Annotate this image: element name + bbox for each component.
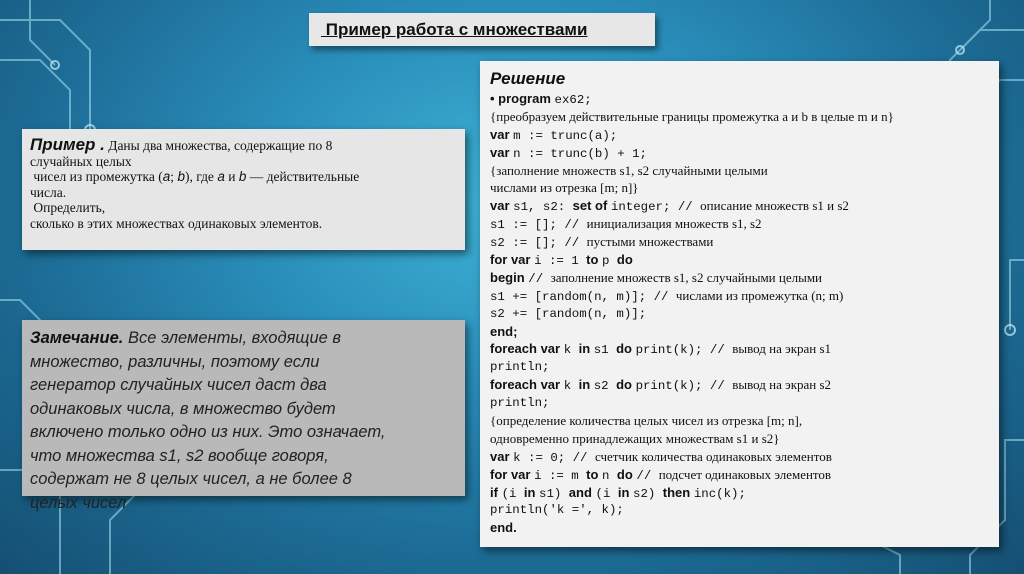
variable-b: b xyxy=(238,169,247,184)
code-text: integer; // xyxy=(610,200,701,215)
slide-title: Пример работа с множествами xyxy=(321,20,588,39)
code-keyword: end; xyxy=(490,323,518,339)
code-comment: пустыми множествами xyxy=(586,234,714,250)
code-line xyxy=(490,340,989,358)
example-heading: Пример . xyxy=(30,135,105,154)
code-line xyxy=(490,90,989,108)
example-textbox xyxy=(22,129,465,250)
note-line: что множества s1, s2 вообще говоря, xyxy=(30,446,329,465)
code-text: println; xyxy=(490,396,550,411)
code-keyword: in xyxy=(578,377,594,393)
code-comment: одновременно принадлежащих множествам s1 и s2} xyxy=(490,430,780,446)
code-text: k xyxy=(563,379,579,394)
code-comment: {преобразуем действительные границы промежутка a и b в целые m и n} xyxy=(490,108,894,124)
code-keyword: do xyxy=(616,341,636,357)
code-keyword: if xyxy=(490,484,502,500)
example-text: ), где xyxy=(184,169,218,184)
note-textbox xyxy=(22,320,465,512)
code-keyword: set of xyxy=(572,198,611,214)
code-text: s2 xyxy=(593,379,617,394)
code-keyword: begin xyxy=(490,269,529,285)
code-keyword: var xyxy=(490,144,514,160)
example-text: — действительные xyxy=(246,169,360,184)
code-text: k xyxy=(563,343,579,358)
code-line xyxy=(490,287,989,305)
code-text: (i xyxy=(595,486,618,501)
code-line xyxy=(490,376,989,394)
code-line xyxy=(490,108,989,126)
code-line xyxy=(490,519,989,537)
code-comment: числами из отрезка [m; n]} xyxy=(490,180,639,196)
code-text: n xyxy=(602,468,617,483)
code-keyword: do xyxy=(616,252,633,268)
code-line xyxy=(490,179,989,197)
note-line: множество, различны, поэтому если xyxy=(30,352,320,371)
code-text: s2 := []; // xyxy=(490,236,587,251)
code-keyword: in xyxy=(617,484,634,500)
code-line xyxy=(490,394,989,412)
code-text: i := m xyxy=(534,468,587,483)
code-comment: вывод на экран s1 xyxy=(732,341,832,357)
code-line xyxy=(490,412,989,430)
code-comment: подсчет одинаковых элементов xyxy=(658,466,832,482)
note-line: генератор случайных чисел даст два xyxy=(30,376,327,394)
code-comment: {определение количества целых чисел из отрезка [m; n], xyxy=(490,413,803,429)
code-keyword: foreach var xyxy=(490,377,564,393)
code-keyword: • program xyxy=(490,91,555,106)
example-line-3 xyxy=(30,169,457,185)
slide-title-box xyxy=(309,13,655,46)
example-line-2: случайных целых xyxy=(30,153,132,169)
code-listing xyxy=(490,90,989,537)
code-line xyxy=(490,501,989,519)
note-line xyxy=(30,327,457,351)
code-text: // xyxy=(636,468,659,483)
code-text: s1) xyxy=(539,486,569,501)
code-text: s1 xyxy=(593,343,617,358)
code-line xyxy=(490,323,989,341)
code-line xyxy=(490,448,989,466)
code-text: s1 := []; // xyxy=(490,218,587,233)
code-comment: описание множеств s1 и s2 xyxy=(700,198,849,214)
code-keyword: in xyxy=(578,341,594,357)
code-text: n := trunc(b) + 1; xyxy=(513,146,647,161)
code-text: ex62; xyxy=(554,93,592,107)
note-line: содержат не 8 целых чисел, а не более 8 xyxy=(30,470,352,488)
code-text: // xyxy=(528,271,551,286)
code-line xyxy=(490,162,989,180)
code-keyword: then xyxy=(662,484,694,500)
variable-a: a xyxy=(162,169,171,184)
code-keyword: to xyxy=(586,252,603,268)
code-comment: {заполнение множеств s1, s2 случайными целыми xyxy=(490,162,768,178)
code-keyword: end. xyxy=(490,520,517,536)
code-comment: числами из промежутка (n; m) xyxy=(675,287,844,303)
note-line: целых чисел xyxy=(30,493,127,512)
code-text: println; xyxy=(490,360,550,375)
note-heading: Замечание. xyxy=(30,329,124,347)
code-text: (i xyxy=(501,486,524,501)
code-keyword: and xyxy=(568,484,596,500)
code-text: print(k); // xyxy=(635,343,733,358)
code-line xyxy=(490,197,989,215)
code-keyword: for var xyxy=(490,466,535,482)
code-text: k := 0; // xyxy=(513,450,595,465)
code-line xyxy=(490,430,989,448)
code-keyword: var xyxy=(490,198,514,214)
solution-textbox xyxy=(480,61,999,547)
example-text: Даны два множества, содержащие по 8 xyxy=(104,138,333,153)
code-keyword: var xyxy=(490,126,514,142)
code-text: s1 += [random(n, m)]; // xyxy=(490,289,676,304)
note-line: одинаковых числа, в множество будет xyxy=(30,399,336,418)
code-text: m := trunc(a); xyxy=(513,128,618,143)
code-keyword: for var xyxy=(490,252,535,268)
code-comment: вывод на экран s2 xyxy=(732,377,832,393)
example-line-6: сколько в этих множествах одинаковых элементов. xyxy=(30,215,323,231)
note-text: Все элементы, входящие в xyxy=(123,329,342,347)
example-text: чисел из промежутка ( xyxy=(30,169,163,184)
example-line-1 xyxy=(30,137,457,154)
code-keyword: var xyxy=(490,448,514,464)
code-keyword: in xyxy=(523,484,540,500)
variable-a: a xyxy=(217,169,225,184)
code-keyword: do xyxy=(616,377,636,393)
code-text: s2) xyxy=(633,486,663,501)
code-line xyxy=(490,251,989,269)
code-comment: инициализация множеств s1, s2 xyxy=(586,216,762,232)
code-line xyxy=(490,484,989,502)
solution-heading: Решение xyxy=(490,69,566,88)
code-line xyxy=(490,466,989,484)
code-keyword: do xyxy=(616,466,637,482)
code-line xyxy=(490,233,989,251)
code-text: inc(k); xyxy=(693,486,746,501)
code-text: i := 1 xyxy=(534,254,587,269)
example-text: ; xyxy=(170,169,178,184)
code-text: s2 += [random(n, m)]; xyxy=(490,306,647,321)
code-line xyxy=(490,215,989,233)
code-keyword: to xyxy=(586,466,603,482)
code-text: s1, s2: xyxy=(513,200,573,215)
code-line xyxy=(490,126,989,144)
example-text: и xyxy=(224,169,239,184)
code-comment: заполнение множеств s1, s2 случайными целыми xyxy=(550,269,823,285)
code-line xyxy=(490,144,989,162)
code-text: print(k); // xyxy=(635,379,733,394)
code-text: p xyxy=(602,254,617,269)
code-comment: счетчик количества одинаковых элементов xyxy=(594,448,832,464)
example-line-4: числа. xyxy=(30,184,67,200)
code-line xyxy=(490,358,989,376)
code-keyword: foreach var xyxy=(490,341,564,357)
code-text: println('k =', k); xyxy=(490,503,624,518)
note-line: включено только одно из них. Это означает, xyxy=(30,423,386,441)
example-line-5: Определить, xyxy=(30,200,106,215)
code-line xyxy=(490,305,989,323)
variable-b: b xyxy=(177,169,185,184)
code-line xyxy=(490,269,989,287)
